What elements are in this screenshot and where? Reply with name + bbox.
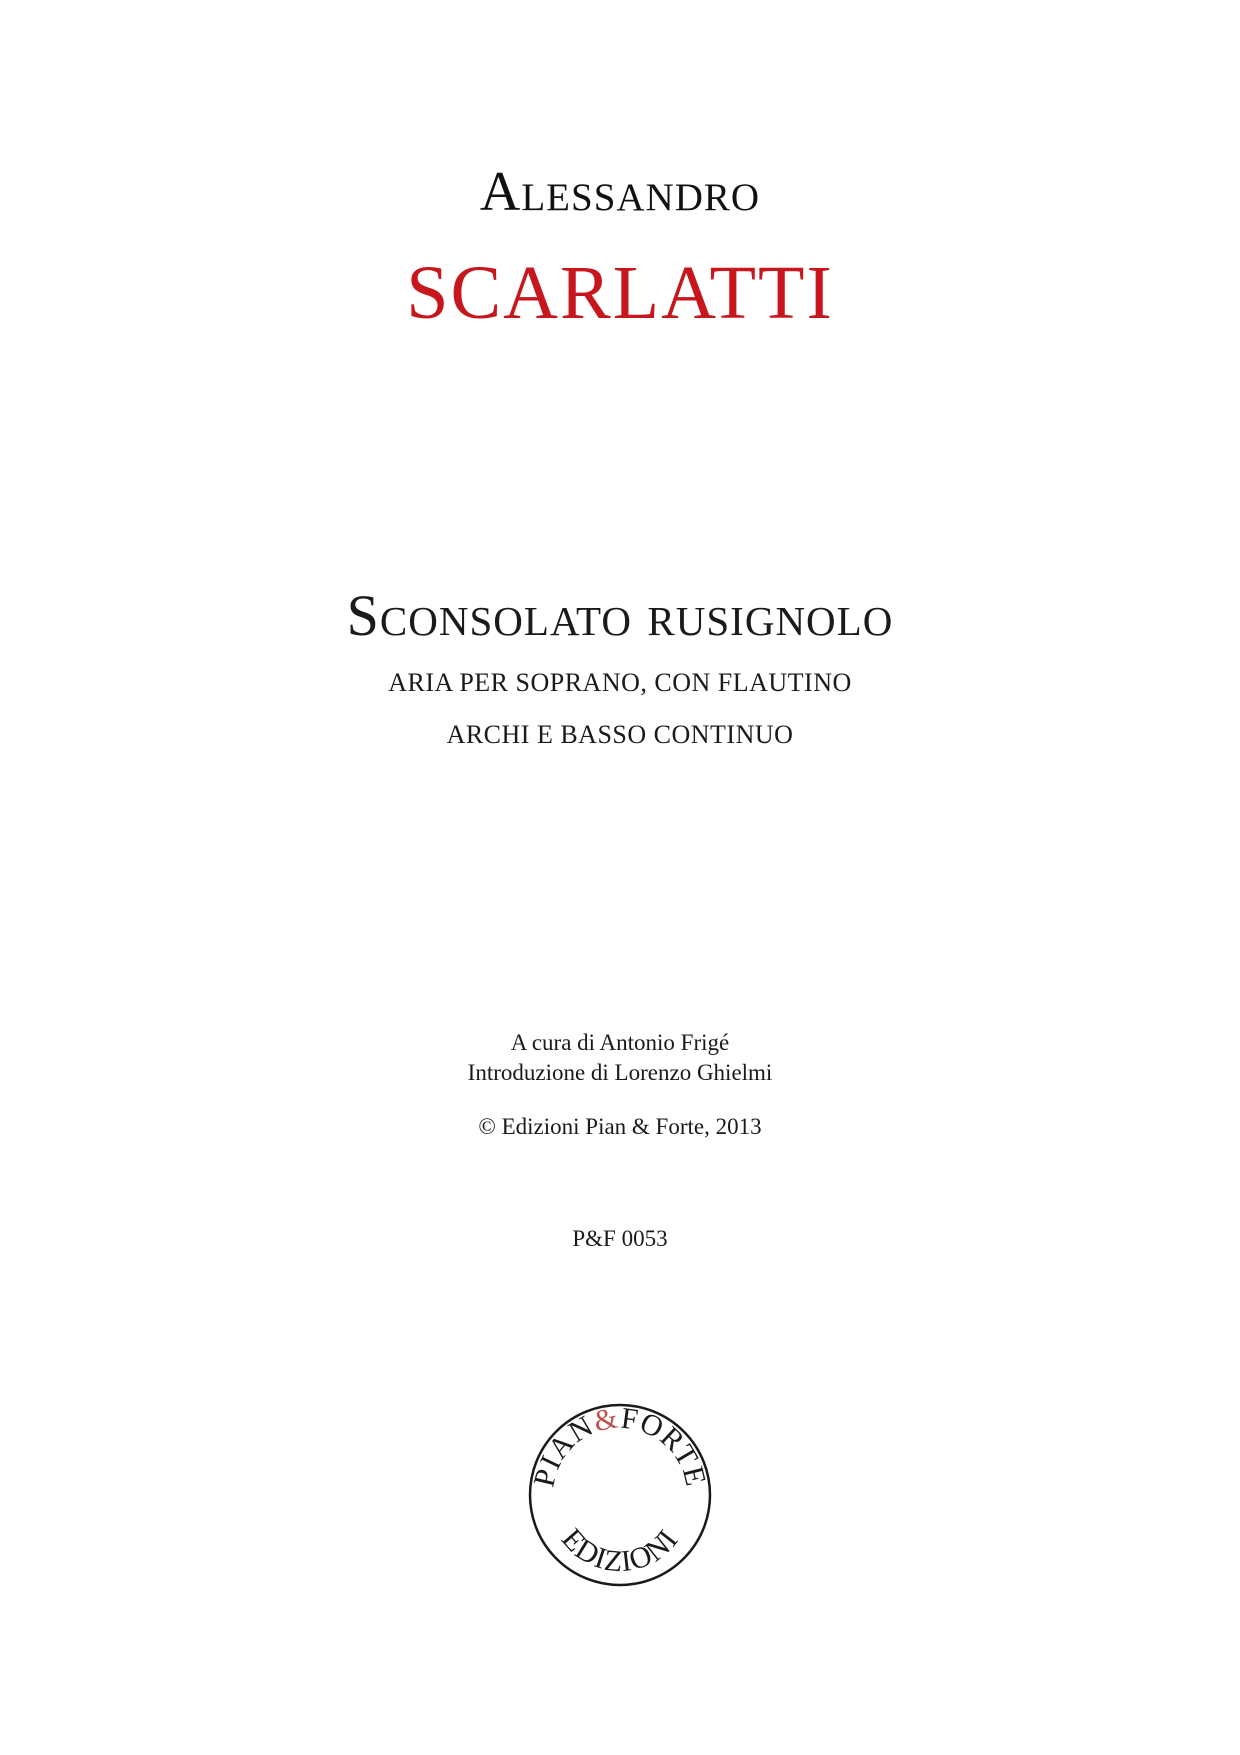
editor-credit: A cura di Antonio Frigé	[510, 1030, 730, 1055]
catalog-number: P&F 0053	[572, 1226, 668, 1251]
composer-first-name: Alessandro	[479, 161, 761, 223]
copyright-notice: © Edizioni Pian & Forte, 2013	[478, 1114, 762, 1139]
publisher-seal-icon	[527, 1402, 713, 1588]
composer-last-name: SCARLATTI	[406, 251, 834, 335]
logo-bottom-text: EDIZIONI	[555, 1522, 685, 1579]
work-subtitle-line2: ARCHI E BASSO CONTINUO	[446, 720, 794, 749]
logo-top-text: PIAN&FORTE	[527, 1402, 713, 1490]
publisher-logo	[527, 1402, 713, 1588]
work-title: Sconsolato rusignolo	[346, 583, 894, 648]
work-subtitle-line1: ARIA PER SOPRANO, CON FLAUTINO	[388, 668, 852, 697]
introduction-credit: Introduzione di Lorenzo Ghielmi	[467, 1060, 773, 1085]
